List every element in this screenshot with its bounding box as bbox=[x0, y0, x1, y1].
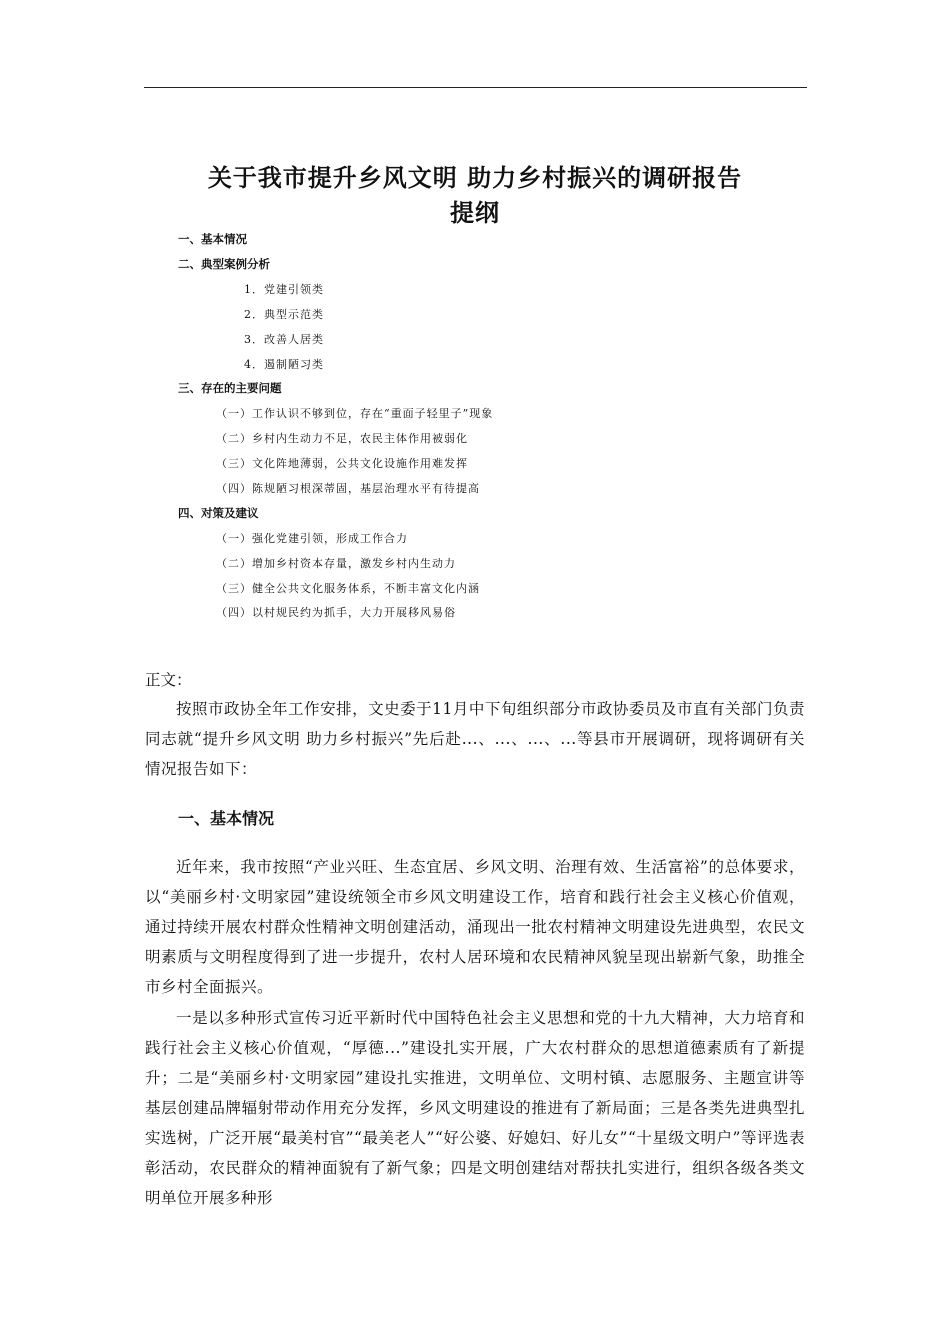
intro-paragraph: 按照市政协全年工作安排，文史委于11月中下旬组织部分市政协委员及市直有关部门负责同志就“提升乡风文明 助力乡村振兴”先后赴...、...、...、...等县市开展调研，现将调研有关情况报告如下： bbox=[145, 700, 805, 778]
body-label: 正文： bbox=[145, 671, 192, 689]
section-heading: 一、基本情况 bbox=[178, 809, 275, 828]
outline-case-item: 3．改善人居类 bbox=[244, 333, 324, 346]
outline-case-item: 1．党建引领类 bbox=[244, 283, 324, 296]
body-paragraph: 近年来，我市按照“产业兴旺、生态宜居、乡风文明、治理有效、生活富裕”的总体要求，以“美丽乡村·文明家园”建设统领全市乡风文明建设工作，培育和践行社会主义核心价值观，通过持续开展农村群众性精神文明创建活动，涌现出一批农村精神文明建设先进典型，农民文明素质与文明程度得到了进一步提升，农村人居环境和农民精神风貌呈现出崭新气象，助推全市乡村全面振兴。 bbox=[145, 858, 805, 996]
outline-suggestion-item: （二）增加乡村资本存量，激发乡村内生动力 bbox=[216, 557, 456, 570]
outline-case-item: 4．遏制陋习类 bbox=[244, 358, 324, 371]
outline-heading-3: 三、存在的主要问题 bbox=[178, 381, 282, 395]
body-paragraph: 一是以多种形式宣传习近平新时代中国特色社会主义思想和党的十九大精神，大力培育和践行社会主义核心价值观，“厚德...”建设扎实开展，广大农村群众的思想道德素质有了新提升；二是“美丽乡村·文明家园”建设扎实推进，文明单位、文明村镇、志愿服务、主题宣讲等基层创建品牌辐射带动作用充分发挥，乡风文明建设的推进有了新局面；三是各类先进典型扎实选树，广泛开展“最美村官”“最美老人”“好公婆、好媳妇、好儿女”“十星级文明户”等评选表彰活动，农民群众的精神面貌有了新气象；四是文明创建结对帮扶扎实进行，组织各级各类文明单位开展多种形 bbox=[145, 1009, 805, 1207]
outline-problem-item: （四）陈规陋习根深蒂固，基层治理水平有待提高 bbox=[216, 482, 480, 495]
header-rule bbox=[144, 87, 807, 88]
outline-heading-1: 一、基本情况 bbox=[178, 232, 247, 246]
outline-case-item: 2．典型示范类 bbox=[244, 308, 324, 321]
outline-problem-item: （二）乡村内生动力不足，农民主体作用被弱化 bbox=[216, 432, 468, 445]
document-subtitle: 提纲 bbox=[450, 199, 500, 227]
outline-problem-item: （三）文化阵地薄弱，公共文化设施作用难发挥 bbox=[216, 457, 468, 470]
outline-suggestion-item: （三）健全公共文化服务体系，不断丰富文化内涵 bbox=[216, 582, 480, 595]
outline-heading-2: 二、典型案例分析 bbox=[178, 257, 270, 271]
outline-problem-item: （一）工作认识不够到位，存在“重面子轻里子”现象 bbox=[216, 407, 494, 420]
document-title: 关于我市提升乡风文明 助力乡村振兴的调研报告 bbox=[207, 164, 743, 192]
outline-suggestion-item: （一）强化党建引领，形成工作合力 bbox=[216, 532, 408, 545]
outline-suggestion-item: （四）以村规民约为抓手，大力开展移风易俗 bbox=[216, 606, 456, 619]
outline-heading-4: 四、对策及建议 bbox=[178, 506, 259, 520]
